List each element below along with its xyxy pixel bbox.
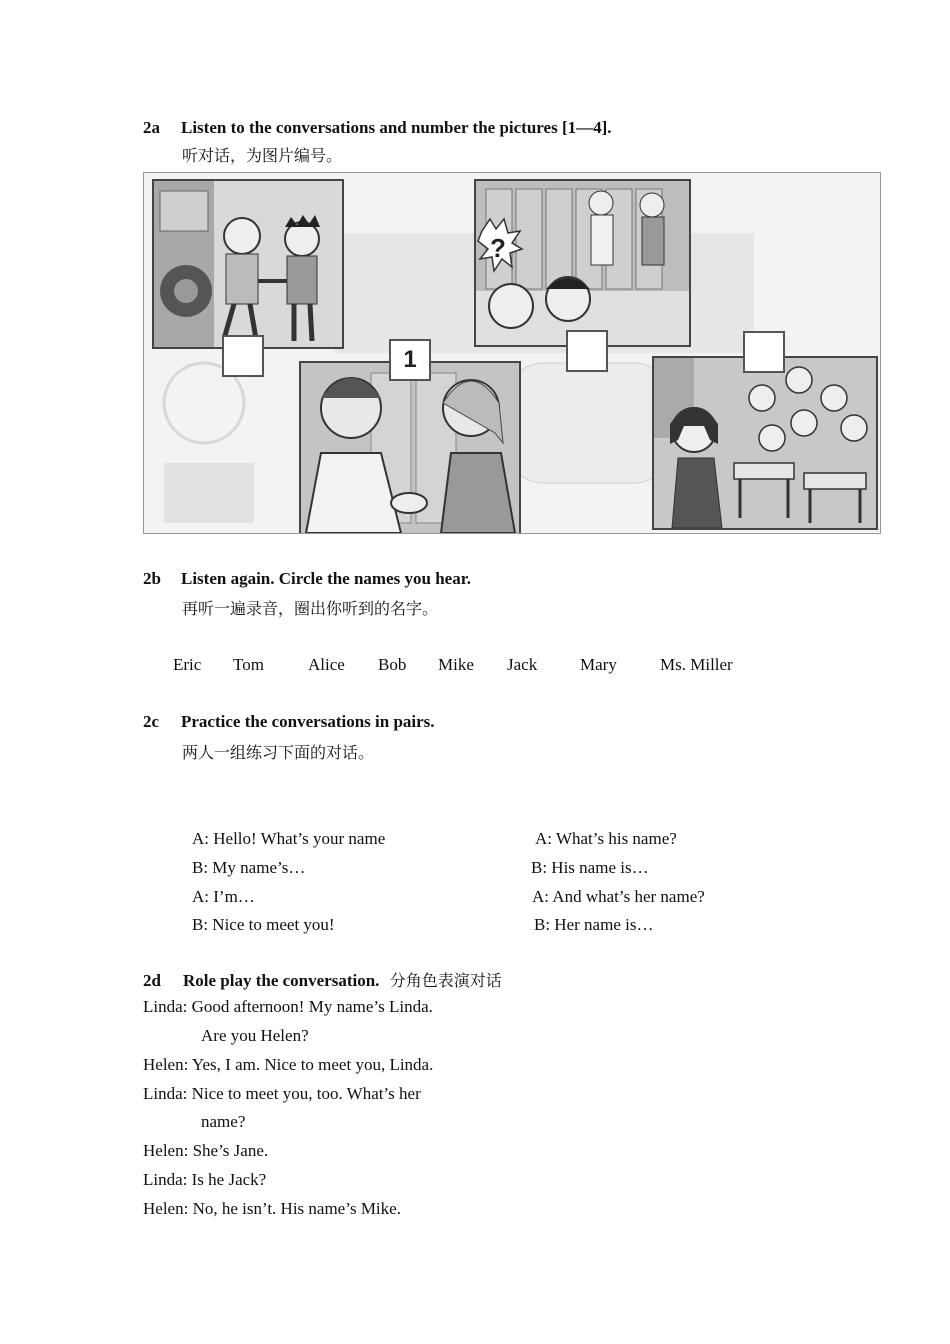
svg-text:?: ? xyxy=(490,233,506,263)
dialogue-line: Linda: Nice to meet you, too. What’s her xyxy=(143,1084,421,1103)
section-2a-chinese: 听对话，为图片编号。 xyxy=(182,146,343,165)
picture-handshake-lockers xyxy=(299,361,521,534)
handshake-art xyxy=(301,363,519,533)
section-2b-chinese: 再听一遍录音，圈出你听到的名字。 xyxy=(182,599,439,618)
dialogue-line: Helen: She’s Jane. xyxy=(143,1141,269,1160)
name-option[interactable]: Bob xyxy=(378,655,407,674)
dialogue-line: Linda: Is he Jack? xyxy=(143,1170,267,1189)
classroom-art xyxy=(654,358,876,528)
name-option[interactable]: Alice xyxy=(308,655,345,674)
section-number: 2a xyxy=(143,118,160,137)
number-box-3[interactable]: 1 xyxy=(389,339,431,381)
dialogue-line: Helen: No, he isn’t. His name’s Mike. xyxy=(143,1199,401,1218)
section-2a-heading xyxy=(143,118,612,138)
lockers-art xyxy=(476,181,689,345)
section-2c-heading xyxy=(143,712,435,732)
section-title: Role play the conversation. xyxy=(183,971,380,990)
section-2d-heading xyxy=(143,968,502,991)
dialogue-line: A: And what’s her name? xyxy=(532,887,705,906)
section-number: 2c xyxy=(143,712,160,731)
picture-classroom xyxy=(652,356,878,530)
section-2b-heading xyxy=(143,569,471,589)
section-number: 2b xyxy=(143,569,161,588)
name-option[interactable]: Jack xyxy=(507,655,538,674)
picture-lockers-girls xyxy=(474,179,691,347)
picture-two-boys-bus xyxy=(152,179,344,349)
boys-handshake-art xyxy=(154,181,342,347)
number-box-2[interactable] xyxy=(566,330,608,372)
section-title: Listen again. Circle the names you hear. xyxy=(181,569,471,588)
number-box-4[interactable] xyxy=(743,331,785,373)
name-option[interactable]: Ms. Miller xyxy=(660,655,733,674)
dialogue-line: Helen: Yes, I am. Nice to meet you, Linda. xyxy=(143,1055,434,1074)
section-number: 2d xyxy=(143,971,161,990)
name-option[interactable]: Eric xyxy=(173,655,202,674)
dialogue-line: Are you Helen? xyxy=(201,1026,309,1045)
dialogue-line: B: Nice to meet you! xyxy=(192,915,335,934)
dialogue-line: name? xyxy=(201,1112,246,1131)
section-title: Listen to the conversations and number the pictures [1—4]. xyxy=(181,118,612,137)
dialogue-line: A: What’s his name? xyxy=(535,829,677,848)
section-title: Practice the conversations in pairs. xyxy=(181,712,435,731)
number-box-1[interactable] xyxy=(222,335,264,377)
section-2c-chinese: 两人一组练习下面的对话。 xyxy=(182,743,375,762)
dialogue-line: B: My name’s… xyxy=(192,858,306,877)
section-2d-chinese: 分角色表演对话 xyxy=(389,971,502,990)
name-option[interactable]: Mike xyxy=(438,655,474,674)
dialogue-line: B: His name is… xyxy=(531,858,649,877)
dialogue-line: A: I’m… xyxy=(192,887,255,906)
name-option[interactable]: Tom xyxy=(233,655,264,674)
dialogue-line: B: Her name is… xyxy=(534,915,654,934)
name-option[interactable]: Mary xyxy=(580,655,617,674)
dialogue-line: Linda: Good afternoon! My name’s Linda. xyxy=(143,997,433,1016)
dialogue-line: A: Hello! What’s your name xyxy=(192,829,386,848)
conversation-illustration xyxy=(143,172,881,534)
